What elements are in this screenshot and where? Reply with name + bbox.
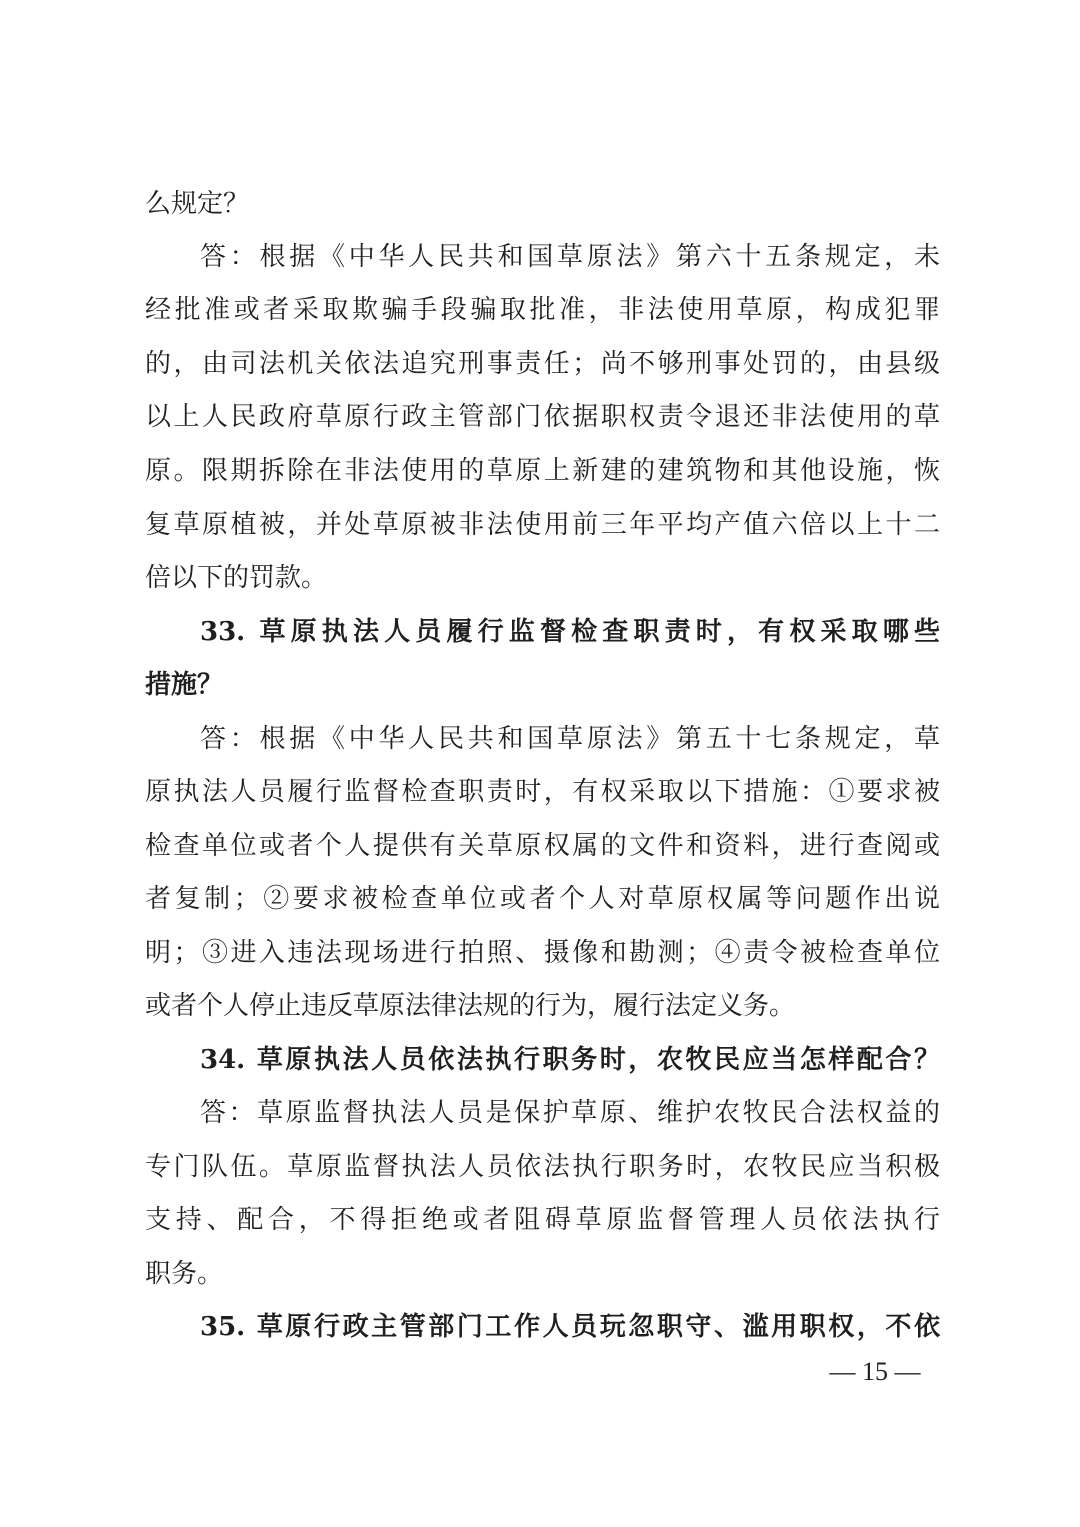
answer-33-line-5: 明；③进入违法现场进行拍照、摄像和勘测；④责令被检查单位 <box>145 938 940 968</box>
answer-32-line-6: 复草原植被，并处草原被非法使用前三年平均产值六倍以上十二 <box>145 510 940 540</box>
answer-34-line-4: 职务。 <box>145 1259 224 1289</box>
answer-32-line-5: 原。限期拆除在非法使用的草原上新建的建筑物和其他设施，恢 <box>145 456 940 486</box>
text-line-1: 么规定？ <box>145 189 250 219</box>
answer-33-line-4: 者复制；②要求被检查单位或者个人对草原权属等问题作出说 <box>145 884 940 914</box>
answer-33-line-2: 原执法人员履行监督检查职责时，有权采取以下措施：①要求被 <box>145 777 940 807</box>
question-34: 34. 草原执法人员依法执行职务时，农牧民应当怎样配合？ <box>200 1045 940 1075</box>
answer-32-line-4: 以上人民政府草原行政主管部门依据职权责令退还非法使用的草 <box>145 402 940 432</box>
page-number: — 15 — <box>829 1357 921 1386</box>
question-33-line-2: 措施？ <box>145 670 224 700</box>
answer-32-line-7: 倍以下的罚款。 <box>145 563 328 593</box>
question-33-line-1: 33. 草原执法人员履行监督检查职责时，有权采取哪些 <box>200 617 940 647</box>
answer-32-line-1: 答：根据《中华人民共和国草原法》第六十五条规定，未 <box>200 242 940 272</box>
answer-33-line-3: 检查单位或者个人提供有关草原权属的文件和资料，进行查阅或 <box>145 831 940 861</box>
answer-32-line-3: 的，由司法机关依法追究刑事责任；尚不够刑事处罚的，由县级 <box>145 349 940 379</box>
answer-33-line-1: 答：根据《中华人民共和国草原法》第五十七条规定，草 <box>200 724 940 754</box>
answer-34-line-3: 支持、配合，不得拒绝或者阻碍草原监督管理人员依法执行 <box>145 1205 940 1235</box>
answer-33-line-6: 或者个人停止违反草原法律法规的行为，履行法定义务。 <box>145 991 796 1021</box>
answer-34-line-2: 专门队伍。草原监督执法人员依法执行职务时，农牧民应当积极 <box>145 1152 940 1182</box>
answer-34-line-1: 答：草原监督执法人员是保护草原、维护农牧民合法权益的 <box>200 1098 940 1128</box>
question-35-line-1: 35. 草原行政主管部门工作人员玩忽职守、滥用职权，不依 <box>200 1312 940 1342</box>
answer-32-line-2: 经批准或者采取欺骗手段骗取批准，非法使用草原，构成犯罪 <box>145 295 940 325</box>
